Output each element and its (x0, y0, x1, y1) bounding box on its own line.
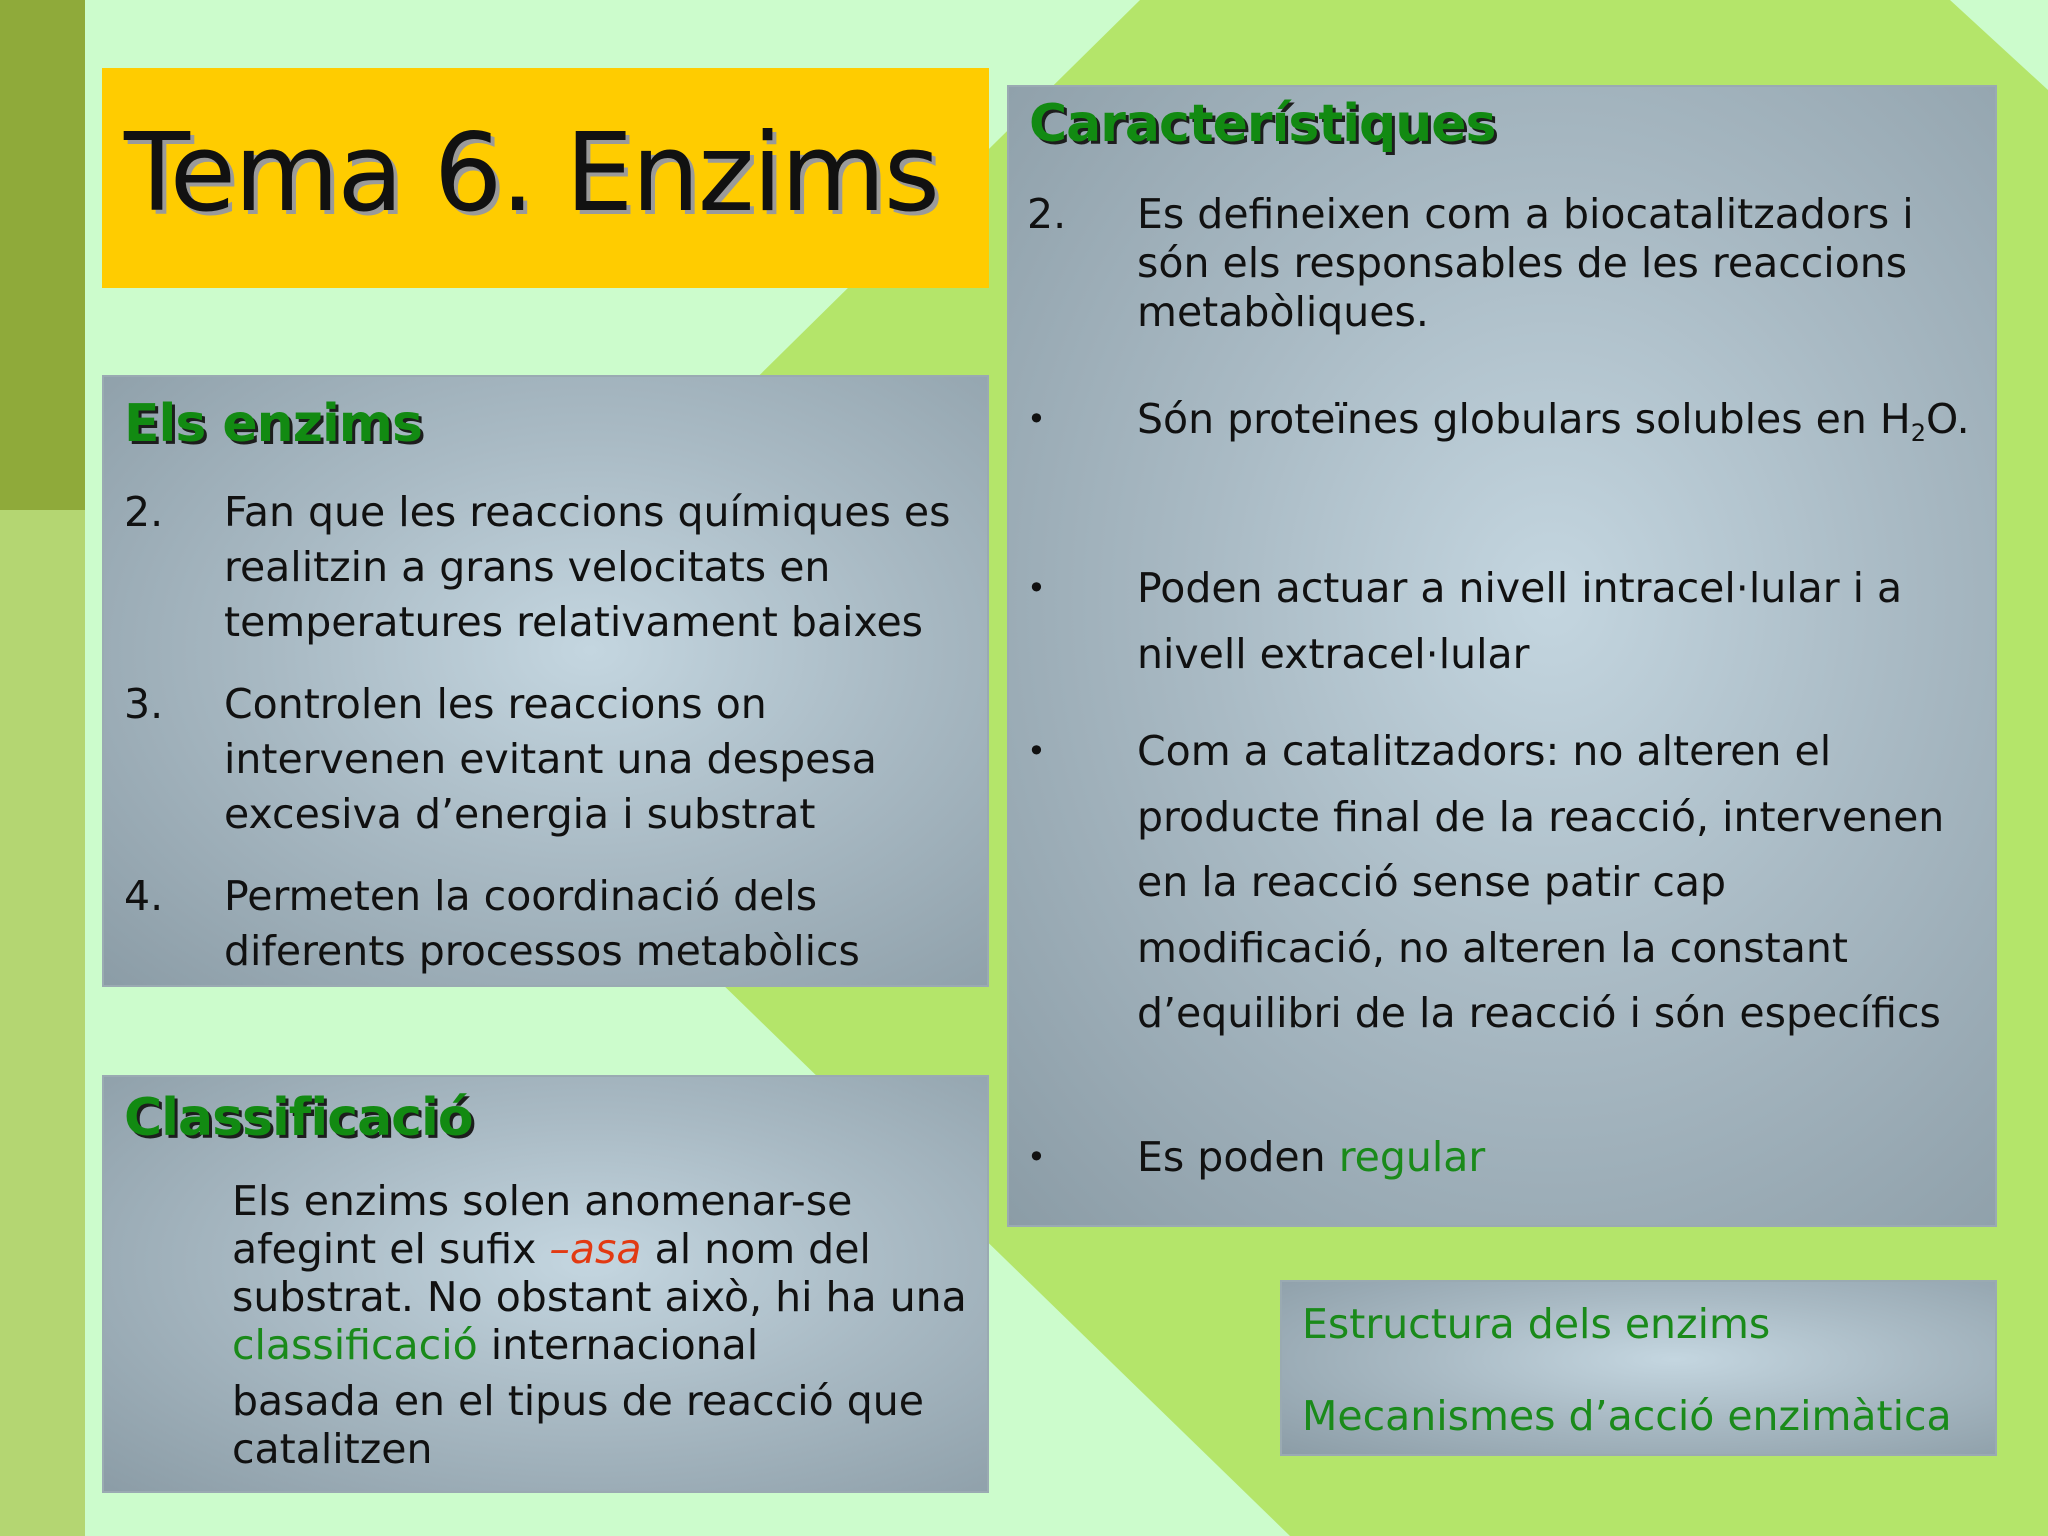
els-enzims-item-3 (124, 677, 984, 842)
classificacio-text-last: basada en el tipus de reacció que catalitzen (232, 1377, 924, 1473)
els-enzims-item-2 (124, 485, 984, 650)
item-text-part: Es poden (1137, 1133, 1339, 1181)
suffix-asa: –asa (549, 1225, 642, 1273)
item-text-part: Són proteïnes globulars solubles en H (1137, 395, 1911, 443)
classificacio-text-part: Els enzims solen anomenar-se afegint el sufix (232, 1177, 853, 1273)
bullet: • (1027, 400, 1046, 438)
mecanismes-link[interactable]: Mecanismes d’acció enzimàtica (1302, 1392, 1952, 1440)
bullet: • (1027, 1138, 1046, 1176)
classificacio-panel (102, 1075, 989, 1493)
subscript-2: 2 (1910, 419, 1926, 447)
caracteristiques-bullet-1 (1027, 385, 1987, 453)
item-text: Poden actuar a nivell intracel·lular i a nivell extracel·lular (1137, 564, 1903, 678)
item-number: 4. (124, 872, 164, 920)
els-enzims-panel (102, 375, 989, 987)
estructura-link[interactable]: Estructura dels enzims (1302, 1300, 1771, 1348)
caracteristiques-bullet-3 (1027, 719, 1987, 1047)
item-number: 3. (124, 680, 164, 728)
item-text: Permeten la coordinació dels diferents processos metabòlics (224, 872, 860, 975)
classificacio-text-part: internacional (477, 1321, 759, 1369)
regular-link[interactable]: regular (1338, 1133, 1486, 1181)
classificacio-text-part: al nom del substrat. No obstant això, hi ha una (232, 1225, 967, 1321)
item-text (1137, 385, 1977, 453)
title-bar (102, 68, 989, 288)
item-number: 2. (1027, 190, 1067, 238)
els-enzims-heading: Els enzims (124, 394, 422, 454)
classificacio-heading: Classificació (124, 1088, 473, 1148)
item-text: Es defineixen com a biocatalitzadors i són els responsables de les reaccions metabòliques. (1137, 190, 1914, 336)
caracteristiques-bullet-2 (1027, 555, 1987, 687)
item-number: 2. (124, 488, 164, 536)
item-text: Fan que les reaccions químiques es realitzin a grans velocitats en temperatures relativament baixes (224, 488, 951, 646)
classificacio-text (232, 1177, 972, 1473)
classificacio-link[interactable]: classificació (232, 1321, 478, 1369)
item-text: Com a catalitzadors: no alteren el producte final de la reacció, intervenen en la reacció sense patir cap modificació, no alteren la constant d’equilibri de la reacció i són específics (1137, 727, 1945, 1037)
caracteristiques-bullet-4 (1027, 1125, 1987, 1189)
caracteristiques-item-2 (1027, 190, 1987, 337)
els-enzims-item-4 (124, 869, 984, 979)
page-title: Tema 6. Enzims (124, 111, 939, 236)
item-text: Controlen les reaccions on intervenen evitant una despesa excesiva d’energia i substrat (224, 680, 877, 838)
caracteristiques-heading: Característiques (1029, 94, 1496, 154)
item-text-part: O. (1925, 395, 1970, 443)
bullet: • (1027, 732, 1046, 770)
bullet: • (1027, 569, 1046, 607)
caracteristiques-panel (1007, 85, 1997, 1227)
links-panel (1280, 1280, 1997, 1456)
item-text (1137, 1125, 1977, 1189)
